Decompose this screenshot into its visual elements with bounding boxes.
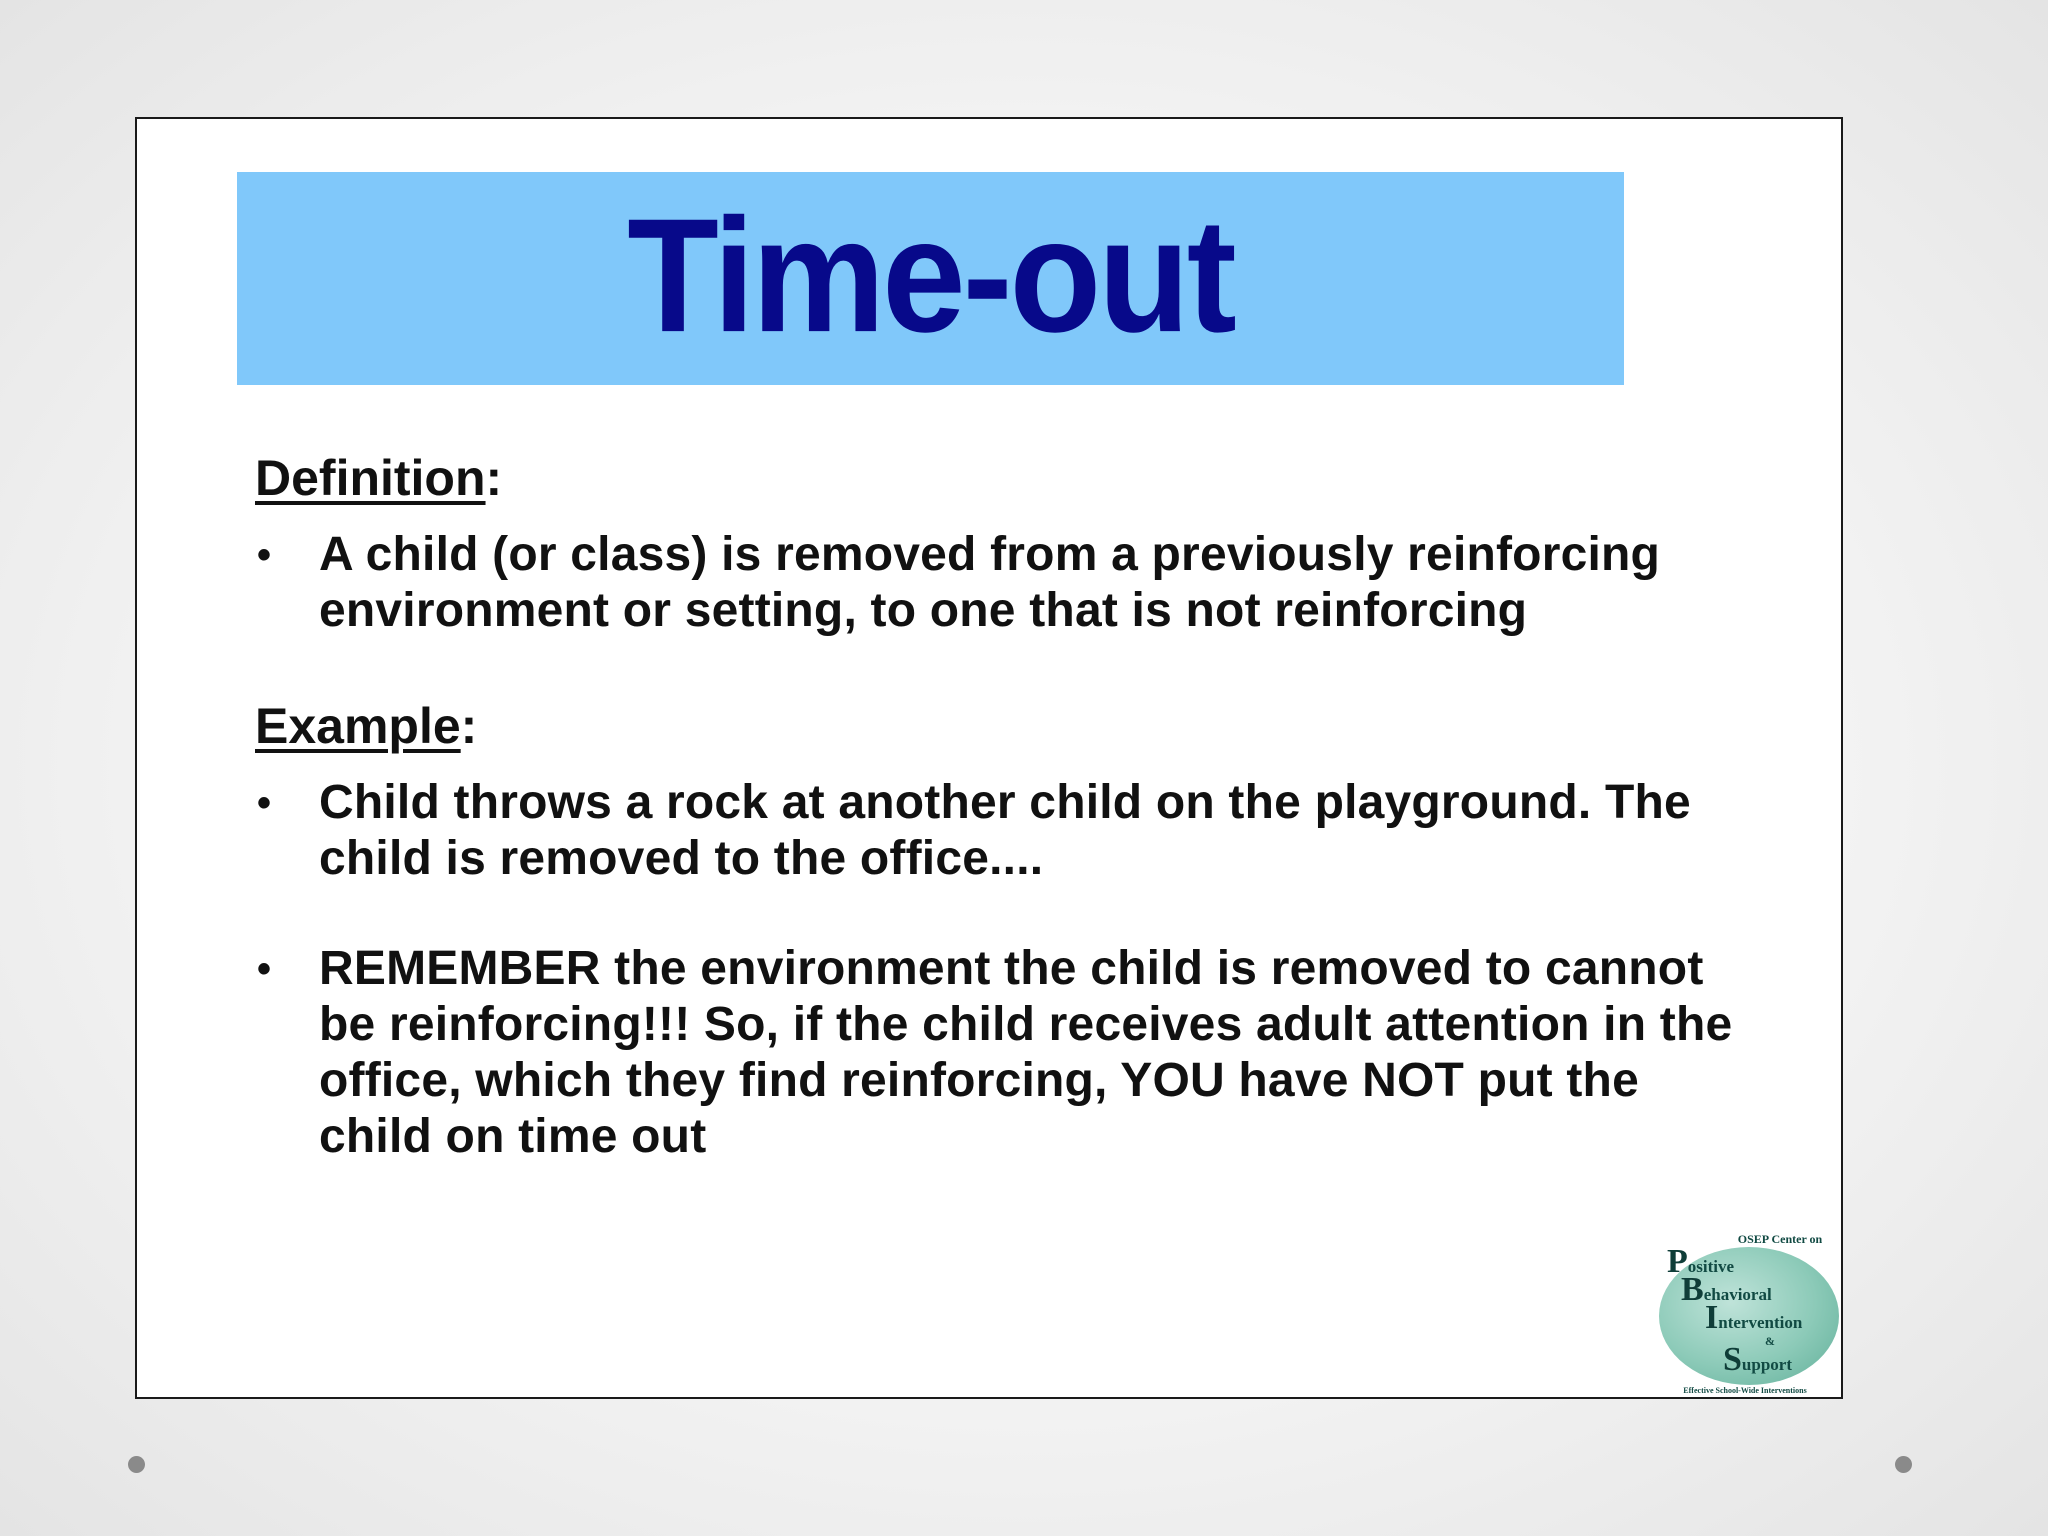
example-bullets — [255, 775, 1755, 1165]
bullet-icon: • — [257, 533, 272, 577]
logo-line-p: Positive — [1667, 1243, 1735, 1280]
slide-title: Time-out — [627, 183, 1234, 366]
example-bullet-text: REMEMBER the environment the child is removed to cannot be reinforcing!!! So, if the child receives adult attention in the office, which they find reinforcing, YOU have NOT put the child on time out — [319, 942, 1733, 1163]
definition-bullet-text: A child (or class) is removed from a previously reinforcing environment or setting, to one that is not reinforcing — [319, 528, 1661, 637]
logo-ampersand: & — [1765, 1334, 1775, 1348]
logo-line-b: Behavioral — [1681, 1271, 1772, 1308]
bullet-icon: • — [257, 781, 272, 825]
pbis-logo — [1637, 1233, 1847, 1399]
logo-bottom-line: Effective School-Wide Interventions — [1683, 1386, 1807, 1395]
definition-heading: Definition: — [255, 450, 503, 506]
example-heading: Example: — [255, 698, 478, 754]
example-bullet-1 — [255, 775, 1755, 887]
definition-bullets — [255, 527, 1755, 639]
example-bullet-2 — [255, 941, 1755, 1165]
right-nav-dot — [1895, 1456, 1912, 1473]
title-band — [237, 172, 1624, 385]
definition-heading-text: Definition — [255, 450, 486, 506]
logo-top-line: OSEP Center on — [1737, 1232, 1823, 1246]
logo-line-i: Intervention — [1705, 1299, 1803, 1336]
slide-content — [255, 447, 1755, 1165]
example-bullet-text: Child throws a rock at another child on the playground. The child is removed to the office.... — [319, 776, 1691, 885]
definition-bullet-1 — [255, 527, 1755, 639]
logo-line-s: Support — [1723, 1341, 1792, 1378]
slide — [135, 117, 1843, 1399]
bullet-icon: • — [257, 947, 272, 991]
example-heading-text: Example — [255, 698, 461, 754]
left-nav-dot — [128, 1456, 145, 1473]
